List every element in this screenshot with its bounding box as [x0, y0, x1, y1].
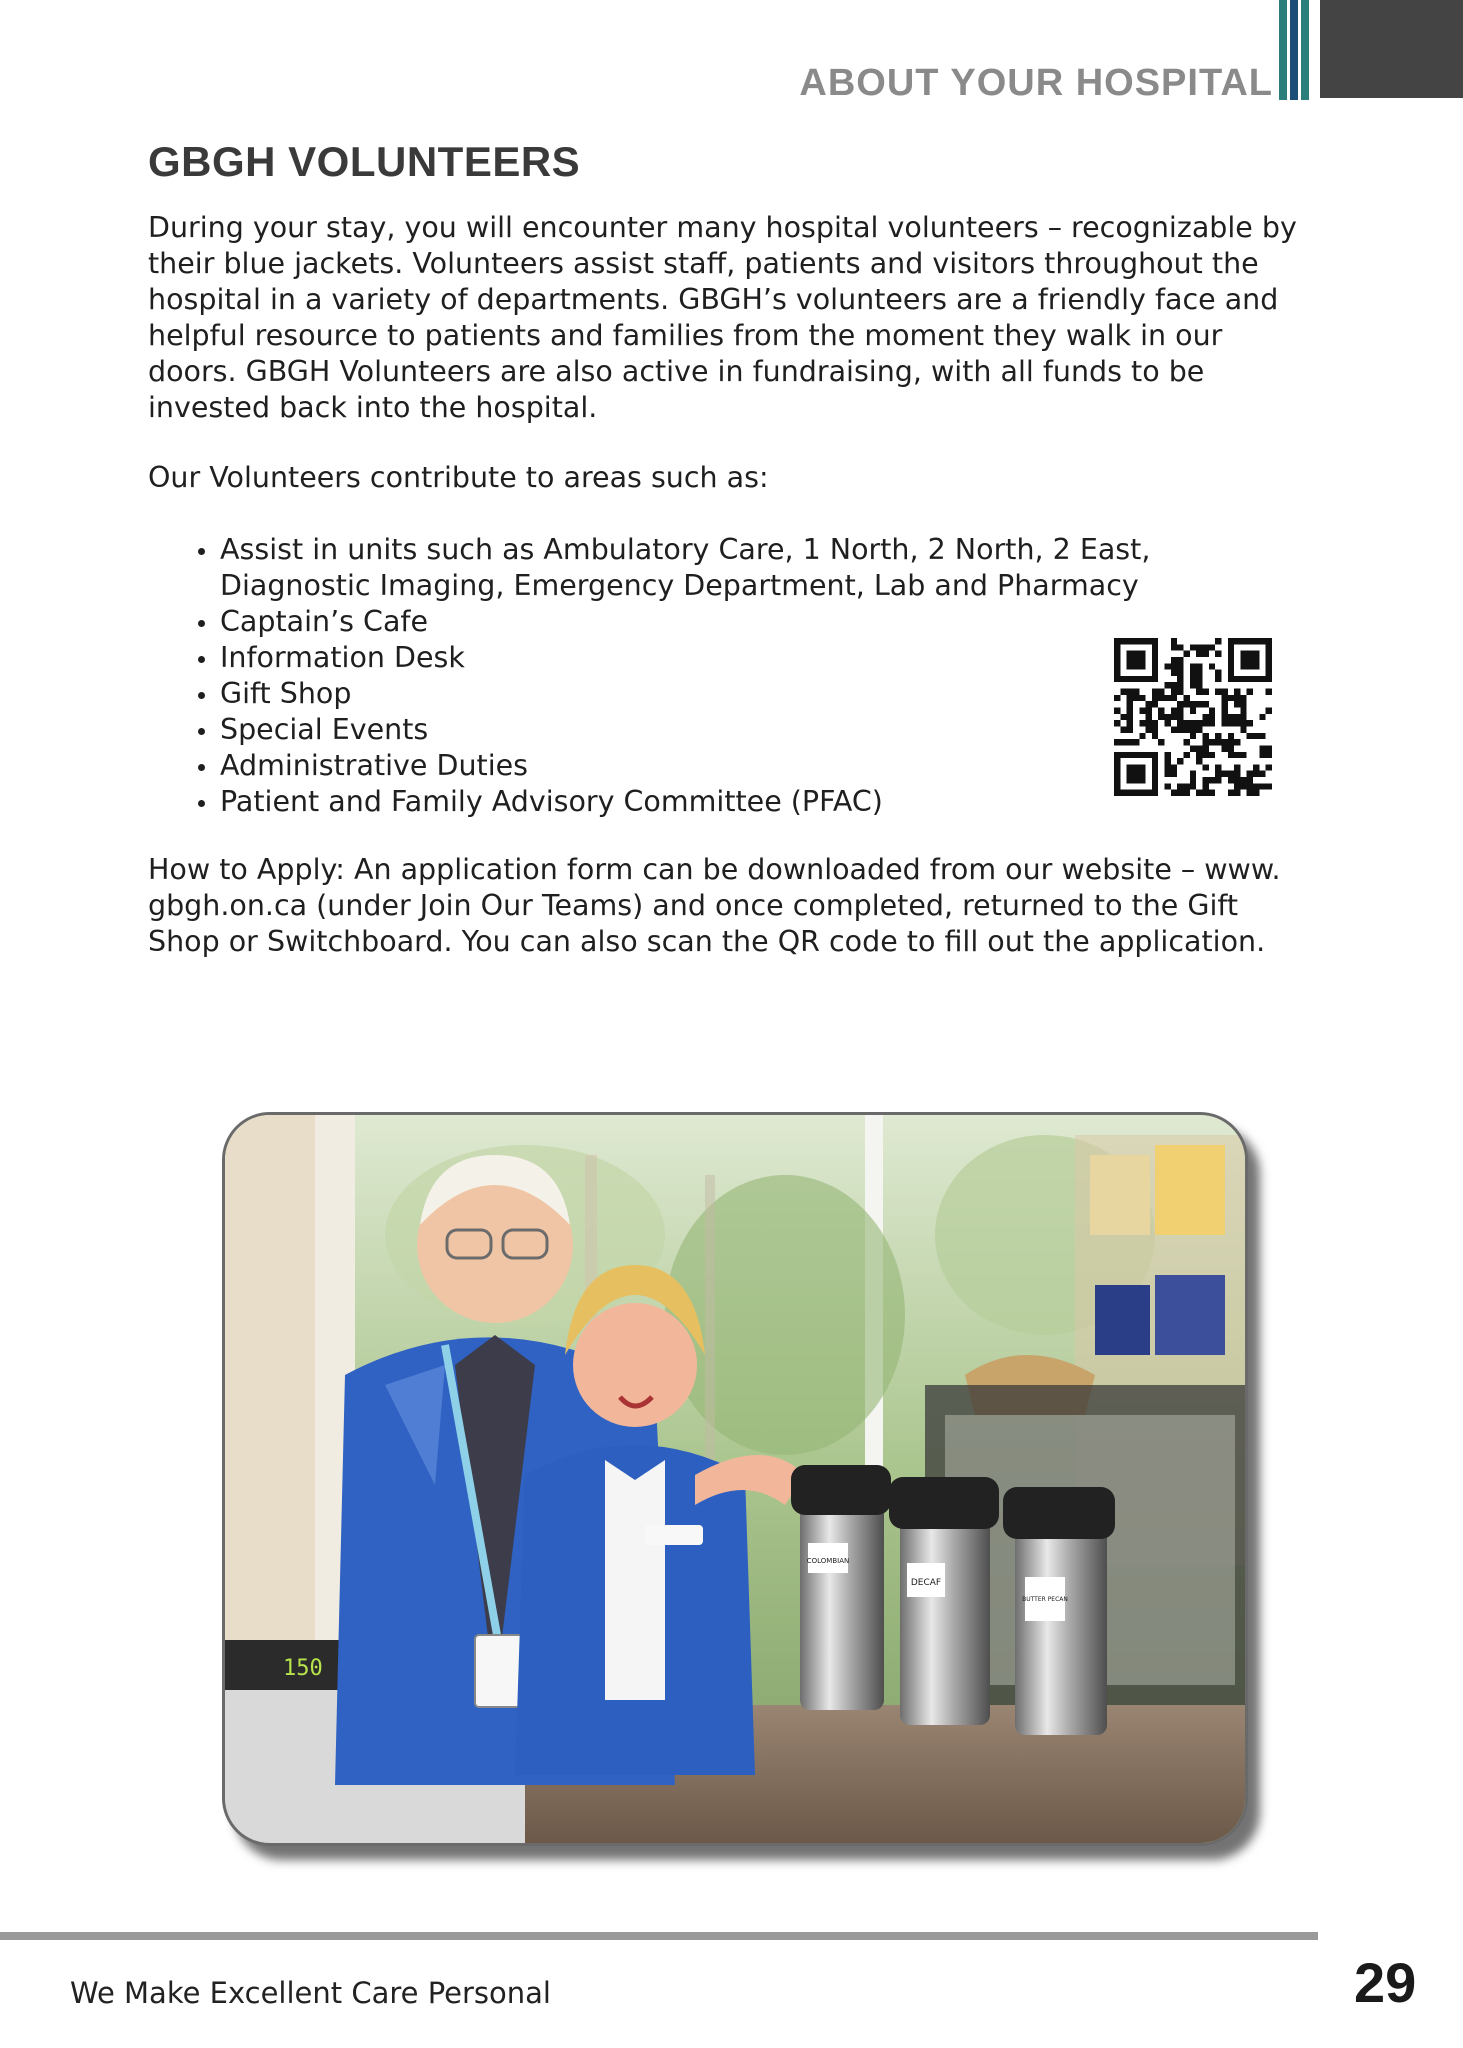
- list-item: Assist in units such as Ambulatory Care, 1 North, 2 North, 2 East, Diagnostic Imaging, Emergency Department, Lab and Pharmacy: [196, 532, 1296, 604]
- register-display: 150: [283, 1656, 323, 1681]
- volunteers-photo: [222, 1112, 1248, 1846]
- footer-tagline: We Make Excellent Care Personal: [70, 1976, 551, 2010]
- svg-text:COLOMBIAN: COLOMBIAN: [806, 1557, 850, 1565]
- coffee-carafe: [791, 1465, 891, 1710]
- list-item: Gift Shop: [196, 676, 1296, 712]
- coffee-carafe: [889, 1477, 999, 1725]
- header-corner-block: [1320, 0, 1463, 98]
- how-to-apply-paragraph: How to Apply: An application form can be downloaded from our website – www. gbgh.on.ca (under Join Our Teams) and once completed, returned to the Gift Shop or Switchboard. You can also scan the QR code to fill out the application.: [148, 853, 1281, 958]
- page-number: 29: [1354, 1951, 1417, 2014]
- header-accent-stripe: [1290, 0, 1298, 100]
- header-accent-stripe: [1301, 0, 1309, 100]
- list-item: Captain’s Cafe: [196, 604, 1296, 640]
- application-qr-code[interactable]: [1114, 638, 1272, 796]
- header-accent-stripe: [1279, 0, 1287, 100]
- svg-text:DECAF: DECAF: [910, 1578, 942, 1588]
- footer-divider: [0, 1932, 1318, 1940]
- intro-paragraph: During your stay, you will encounter many hospital volunteers – recognizable by their blue jackets. Volunteers assist staff, patients and visitors throughout the hospital in a variety of departments. GBGH’s volunteers are a friendly face and helpful resource to patients and families from the moment they walk in our doors. GBGH Volunteers are also active in fundraising, with all funds to be invested back into the hospital.: [148, 211, 1297, 424]
- svg-text:BUTTER PECAN: BUTTER PECAN: [1022, 1596, 1068, 1603]
- section-label: ABOUT YOUR HOSPITAL: [799, 62, 1273, 104]
- list-item: Information Desk: [196, 640, 1296, 676]
- list-item: Patient and Family Advisory Committee (PFAC): [196, 784, 1296, 820]
- coffee-carafe: [1003, 1487, 1115, 1735]
- areas-lead-text: Our Volunteers contribute to areas such as:: [148, 461, 769, 494]
- list-item: Special Events: [196, 712, 1296, 748]
- page-title: GBGH VOLUNTEERS: [148, 138, 581, 185]
- list-item: Administrative Duties: [196, 748, 1296, 784]
